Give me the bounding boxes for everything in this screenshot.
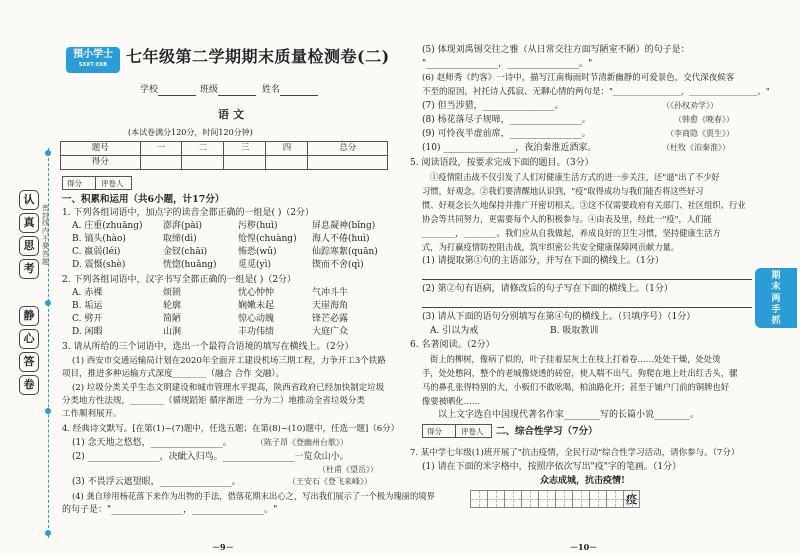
q4-7-source: （《孙权劝学》） [662, 101, 718, 110]
q4-10-source: （杜牧《泊秦淮》） [662, 143, 730, 152]
q5-passage-line: 习惯，好观念。②我们要清醒地认识到，"疫"取得成功与我们能否将这些好习 [422, 186, 704, 196]
question-4: 4. 经典诗文默写。[在第(1)~(7)题中，任选五题；在第(8)~(10)题中，任选一题]（6分） [62, 424, 400, 434]
grader-score-label: 得分 [67, 179, 82, 188]
stroke-cell[interactable] [606, 490, 623, 508]
seal-dot [45, 150, 51, 156]
score-value-row [61, 156, 388, 170]
q4-4-line: (4) 龚自珍用杨花落下来作为出物的手法，借落花期末出心之，写出我们展示了一个极为瑰丽的境界 [72, 491, 435, 501]
score-cell: 总分 [308, 142, 388, 156]
q7-1-prompt: (1) 请在下面的米字格中，按照序依次写出"疫"字的笔画。（1分） [422, 462, 682, 472]
q1-option-text: 怆惶(chuàng) [238, 234, 297, 244]
q2-option-text: 大庭广众 [312, 327, 349, 337]
q1-option-text: 仙踪寒絮(quān) [312, 247, 378, 257]
score-input-cell[interactable] [308, 156, 388, 170]
grader-box[interactable] [62, 176, 132, 190]
score-cell: 题号 [61, 142, 141, 156]
q3-2-line: (2) 垃圾分类关乎生态文明建设和城市管理水平提高，陕西省政府已经加快制定垃圾 [72, 383, 385, 393]
stroke-cell[interactable] [521, 490, 538, 508]
stroke-cell[interactable] [538, 490, 555, 508]
q1-option-text: 觅觅(yì) [238, 260, 271, 270]
score-table [60, 141, 388, 170]
q6-passage-line: 手，处处憋闷，整个的老城像烧透的砖窑，使人喘不出气。狗爬在地上吐出红舌头，骡 [422, 368, 738, 378]
q4-5-answer[interactable]: "________________，________________。" [422, 59, 593, 69]
q4-6-answer[interactable]: 不至的原因，衬托诗人孤寂、无聊心情的两句是："________________，________________。" [422, 87, 770, 97]
q5-2-answer-line[interactable] [422, 300, 752, 308]
q1-option-c[interactable]: C. 嬴弱(léi) [72, 247, 121, 257]
q4-7-line[interactable]: (7) 但当涉猎，________________。 [422, 101, 564, 111]
q5-passage-line: ①疫情阻击战不仅引发了人们对健康生活方式的进一步关注，还"逼"出了不少好 [430, 172, 720, 182]
motto-char: 认 [19, 190, 39, 210]
q2-option-text: 惊心动魄 [238, 314, 275, 324]
q4-3-source: （王安石《登飞来峰》） [288, 477, 372, 486]
q4-6-line: (6) 赵师秀《约客》一诗中，描写江南梅雨时节清新幽静的可爱景色，交代深夜候客 [422, 73, 735, 83]
q5-2-prompt: (2) 第②句有语病，请修改后的句子写在下面的横线上。（1分） [422, 284, 673, 294]
side-tab [755, 268, 797, 328]
q5-passage-line[interactable]: ________，________。我们应从自我做起，养成良好的卫生习惯，坚持健康生活方 [422, 228, 721, 238]
q3-2-line[interactable]: 分类地方性法规，________（循规蹈矩 循序渐进 一分为二）地推动全省垃圾分类 [62, 396, 365, 406]
subject-title: 语文 [218, 108, 248, 121]
exam-title: 七年级第二学期期末质量检测卷(二) [126, 47, 390, 66]
right-page [400, 0, 800, 556]
class-field[interactable] [200, 85, 256, 96]
name-label: 姓名 [262, 85, 281, 95]
page-number: －10－ [570, 542, 598, 552]
class-label: 班级 [200, 85, 219, 95]
q3-1-line: (1) 西安市交通运输局计划在2020年全面开工建设机场三期工程，力争开工3个铁路 [72, 356, 386, 366]
stroke-cell[interactable] [589, 490, 606, 508]
stroke-cell[interactable] [572, 490, 589, 508]
exam-note: (本试卷满分120分，时间120分钟) [128, 128, 253, 137]
q6-question[interactable]: 以上文字选自中国现代著名作家________写的长篇小说________。 [438, 410, 700, 420]
q7-slogan: 众志成城，抗击疫情! [540, 476, 625, 486]
question-3: 3. 请从所给的三个词语中，选出一个最符合语境的填写在横线上。（2分） [62, 342, 354, 352]
score-cell: 一 [140, 142, 182, 156]
q4-8-source: （韩愈《晚春》） [674, 115, 734, 124]
q4-2-source: （杜甫《望岳》） [318, 465, 378, 474]
q5-passage-line: 协会等共同努力，更需要每个人的积极参与。④由表及里，经此一"疫"，人们能 [422, 214, 712, 224]
q2-option-text: 锋芒必露 [312, 314, 349, 324]
spine-motto [15, 190, 43, 490]
q2-option-c[interactable]: C. 劈开 [72, 314, 103, 324]
q5-1-answer-line[interactable] [422, 272, 752, 280]
grader-score-label: 得分 [427, 427, 442, 436]
q3-2-line: 工作顺利展开。 [62, 409, 122, 419]
q6-passage-line: 马的鼻孔张得特别的大，小贩们不敢吆喝，柏油路化开；甚至于铺户门前的铜牌也好 [422, 382, 729, 392]
q1-option-text: 澎湃(pài) [163, 221, 203, 231]
q6-passage-line: 像要被晒化…… [422, 396, 481, 406]
school-field[interactable] [140, 85, 196, 96]
tab-char: 末 [771, 282, 781, 293]
q4-2-line[interactable]: (2) ________________，决眦入归鸟。________________一览众山小。 [72, 452, 349, 462]
q2-option-d[interactable]: D. 闲暇 [72, 327, 103, 337]
score-input-cell[interactable] [140, 156, 182, 170]
logo-main-text: 預小学士 [73, 49, 113, 60]
motto-char: 考 [19, 259, 39, 279]
q2-option-text: 简陋 [163, 314, 182, 324]
q5-3-option-b[interactable]: B. 吸取教训 [550, 326, 599, 336]
q4-1-source: （陈子昂《登幽州台歌》） [256, 438, 348, 447]
publisher-logo [66, 47, 120, 73]
q4-4-answer[interactable]: 的句子是："________________，________________。" [62, 505, 278, 515]
question-1: 1. 下列各组词语中，加点字的读音全都正确的一组是( )（2分） [62, 208, 315, 218]
score-header-row [61, 142, 388, 156]
q1-option-text: 金钗(chāi) [163, 247, 208, 257]
q2-option-text: 轮廓 [163, 301, 182, 311]
question-7: 7. 某中学七年级(1)班开展了"抗击疫情，全民行动"综合性学习活动，请你参与。（7分） [410, 448, 740, 458]
q1-option-d[interactable]: D. 震慑(shè) [72, 260, 126, 270]
stroke-cell-filled: 疫 [623, 490, 640, 508]
q1-option-b[interactable]: B. 镐头(hào) [72, 234, 126, 244]
motto-char: 心 [19, 329, 39, 349]
q2-option-a[interactable]: A. 赤裸 [72, 288, 103, 298]
tab-char: 手 [771, 304, 781, 315]
grader-reviewer-label: 评卷人 [101, 179, 124, 188]
stroke-cell[interactable] [555, 490, 572, 508]
q2-option-text: 山涧 [163, 327, 182, 337]
q4-8-line[interactable]: (8) 杨花落尽子规啼，________________。 [422, 115, 591, 125]
score-input-cell[interactable] [224, 156, 266, 170]
q2-option-text: 忧心忡忡 [238, 288, 275, 298]
q2-option-text: 娴嫩未起 [238, 301, 275, 311]
q5-3-prompt: (3) 请从下面的语句分别填写在第④句的横线上。（只填序号）（1分） [422, 312, 696, 322]
q1-option-a[interactable]: A. 庄重(zhuāng) [72, 221, 143, 231]
q4-10-line[interactable]: (10) ________________，夜泊秦淮近酒家。 [422, 143, 597, 153]
score-cell: 三 [224, 142, 266, 156]
q2-option-text: 天崖海角 [312, 301, 349, 311]
tab-char: 抓 [771, 316, 781, 326]
q5-3-option-a[interactable]: A. 引以为戒 [430, 326, 479, 336]
stroke-cell[interactable] [487, 490, 504, 508]
section-2-heading: 二、综合性学习（7分） [496, 426, 598, 437]
section-1-heading: 一、积累和运用（共6小题，计17分） [62, 194, 225, 205]
q4-5-line: (5) 体现刘禹锡交往之雅（从日常交往方面写陋室不陋）的句子是： [422, 45, 690, 55]
motto-char: 真 [19, 213, 39, 233]
stroke-cell[interactable] [504, 490, 521, 508]
q6-passage-line: 街上的柳树，像病了似的，叶子挂着层灰土在枝上打着卷……处处干燥，处处烫 [430, 354, 721, 364]
page-number: －9－ [212, 542, 234, 552]
stroke-cell[interactable] [470, 490, 487, 508]
q5-1-prompt: (1) 请提取第①句的主语部分，并写在下面的横线上。（1分） [422, 256, 664, 266]
q1-option-text: 污秽(huì) [238, 221, 278, 231]
q4-3-line[interactable]: (3) 不畏浮云遮望眼，________________。 [72, 477, 241, 487]
stroke-grid[interactable] [470, 490, 640, 510]
q2-option-text: 烦锁 [163, 288, 182, 298]
tab-char: 期 [771, 271, 781, 281]
school-label: 学校 [140, 85, 159, 95]
score-cell: 得分 [61, 156, 141, 170]
motto-char: 卷 [19, 375, 39, 395]
q1-option-text: 海人不倦(huì) [312, 234, 370, 244]
q3-1-line[interactable]: 项目，推进多种运输方式深度________（融合 合作 交融）。 [62, 369, 285, 379]
q2-option-b[interactable]: B. 垢运 [72, 301, 103, 311]
q1-option-text: 恍惚(huǎng) [163, 260, 217, 270]
q4-9-line[interactable]: (9) 可怜夜半虚前席，________________。 [422, 129, 591, 139]
logo-sub-text: SXXT·XXB [78, 62, 108, 68]
grader-reviewer-label: 评卷人 [461, 427, 484, 436]
q1-option-text: 锲而不舍(qì) [312, 260, 364, 270]
q1-option-text: 怖恐(wǔ) [238, 247, 277, 257]
grader-box[interactable] [422, 424, 492, 438]
question-2: 2. 下列各组词语中，汉字书写全都正确的一组是( )（2分） [62, 275, 297, 285]
question-5: 5. 阅读语段，按要求完成下面的题目。（3分） [410, 158, 594, 168]
score-cell: 四 [266, 142, 308, 156]
q2-option-text: 丰功伟绩 [238, 327, 275, 337]
seal-dot [45, 530, 51, 536]
q4-1-line[interactable]: (1) 念天地之悠悠，________________。 [72, 438, 232, 448]
motto-char: 答 [19, 352, 39, 372]
tab-char: 两 [771, 293, 781, 304]
motto-char: 思 [19, 236, 39, 256]
q4-9-source: （李商隐《贾生》） [666, 129, 734, 138]
seal-dot [45, 300, 51, 306]
q5-passage-line: 式，为打赢疫情防控阻击战，筑牢织密公共安全健康保障网贡献力量。 [422, 242, 680, 252]
q1-option-text: 取缔(dì) [163, 234, 197, 244]
name-field[interactable] [262, 85, 318, 96]
score-cell: 二 [182, 142, 224, 156]
seal-text: 密封线内不要答题 [42, 204, 49, 266]
score-input-cell[interactable] [266, 156, 308, 170]
seal-dot [45, 408, 51, 414]
question-6: 6. 名著阅读。（2分） [410, 340, 495, 350]
q1-option-text: 屏息凝神(bǐng) [312, 221, 376, 231]
motto-char: 静 [19, 306, 39, 326]
q2-option-text: 气冲斗牛 [312, 288, 349, 298]
q5-passage-line: 惯、好观念长久地保持并推广开密切相关。③这不仅需要政府有关部门、社区组织、行业 [422, 200, 746, 210]
score-input-cell[interactable] [182, 156, 224, 170]
